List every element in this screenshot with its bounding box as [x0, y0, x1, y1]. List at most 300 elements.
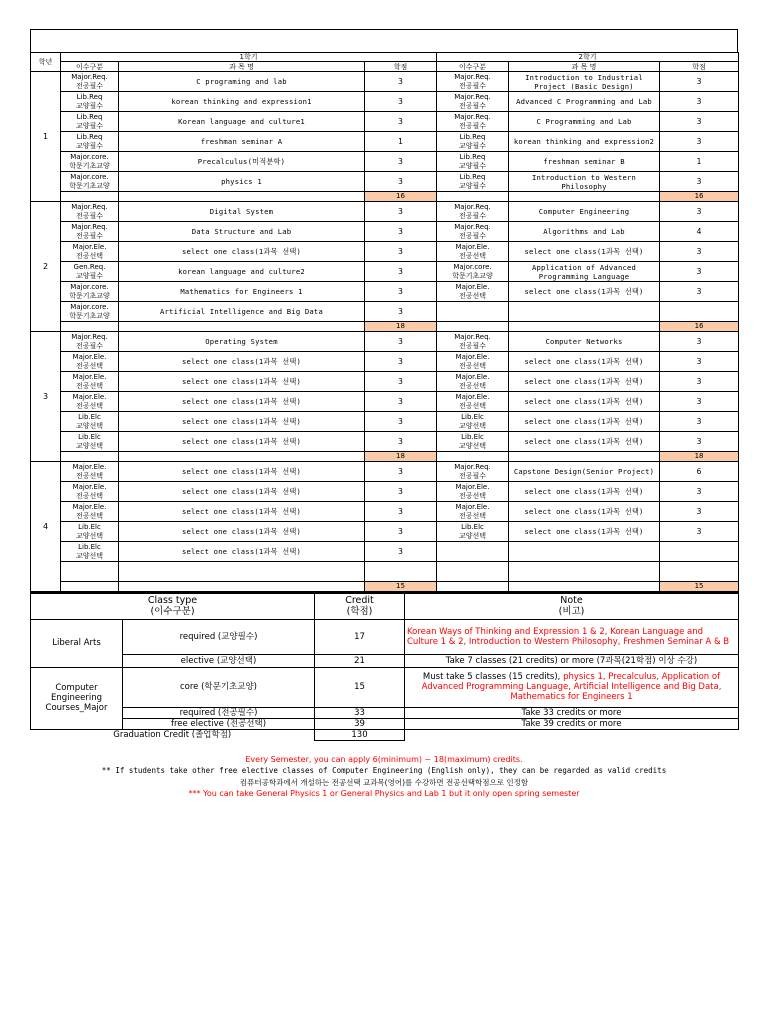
- credit-sem2: 6: [660, 462, 739, 482]
- class-type-en: Lib.Req: [459, 153, 486, 161]
- class-type-sem1: [61, 482, 119, 502]
- class-type-en: Major.Req.: [71, 333, 108, 341]
- blank-cell: [119, 192, 365, 202]
- credit-sem1: 3: [365, 332, 437, 352]
- class-type-sem1: [61, 432, 119, 452]
- total-row: [31, 322, 739, 332]
- class-type-en: Major.Ele.: [455, 483, 490, 491]
- credit-sem1: 3: [365, 112, 437, 132]
- class-type-sem1: [61, 522, 119, 542]
- course-row: [31, 72, 739, 92]
- class-type-en: Lib.Req: [76, 93, 103, 101]
- course-row: [31, 562, 739, 582]
- course-name-sem1: physics 1: [119, 172, 365, 192]
- course-name-sem1: freshman seminar A: [119, 132, 365, 152]
- course-name-sem1: Operating System: [119, 332, 365, 352]
- class-type-sem2: [437, 202, 509, 222]
- liberal-required-row: [31, 619, 739, 654]
- course-row: [31, 282, 739, 302]
- course-row: [31, 482, 739, 502]
- course-name-sem1: Precalculus(미적분학): [119, 152, 365, 172]
- class-type-ko: 전공필수: [75, 231, 104, 240]
- footnote-physics: *** You can take General Physics 1 or General Physics and Lab 1 but it only open spring semester: [188, 789, 580, 798]
- course-row: [31, 392, 739, 412]
- credit-sem2: [660, 302, 739, 322]
- course-row: [31, 542, 739, 562]
- course-name-sem2: select one class(1과목 선택): [509, 412, 660, 432]
- class-type-ko: 전공필수: [75, 211, 104, 220]
- course-row: [31, 412, 739, 432]
- course-name-sem2: select one class(1과목 선택): [509, 482, 660, 502]
- class-type-sem1: [61, 92, 119, 112]
- class-type-en: Major.Req.: [454, 113, 491, 121]
- credit-sem1: 3: [365, 152, 437, 172]
- class-type-ko: 전공선택: [75, 381, 104, 390]
- major-required-row: [31, 707, 739, 718]
- total-row: [31, 452, 739, 462]
- class-type-header-2: 이수구분: [437, 62, 509, 72]
- blank-cell: [437, 582, 509, 592]
- class-type-en: Major.Ele.: [455, 283, 490, 291]
- course-name-sem1: select one class(1과목 선택): [119, 542, 365, 562]
- blank-cell: [119, 582, 365, 592]
- class-type-sem1: [61, 392, 119, 412]
- class-type-en: Major.Ele.: [455, 353, 490, 361]
- course-name-sem1: select one class(1과목 선택): [119, 432, 365, 452]
- year-cell: 2: [31, 202, 61, 332]
- blank-cell: [509, 322, 660, 332]
- class-type-sem2: [437, 242, 509, 262]
- credit-heading: Credit (학점): [315, 593, 405, 619]
- credit-sem2: 3: [660, 522, 739, 542]
- class-type-en: Major.Ele.: [455, 373, 490, 381]
- class-type-en: Lib.Req: [76, 133, 103, 141]
- credit-sem2: 3: [660, 132, 739, 152]
- credit-sem2: 3: [660, 242, 739, 262]
- blank-cell: [61, 452, 119, 462]
- course-row: [31, 132, 739, 152]
- credit-sem1: 3: [365, 222, 437, 242]
- course-name-sem2: [509, 562, 660, 582]
- credit-sem2: 1: [660, 152, 739, 172]
- class-type-sem1: [61, 412, 119, 432]
- credit-sem1: 1: [365, 132, 437, 152]
- course-name-sem2: [509, 542, 660, 562]
- course-name-sem1: Artificial Intelligence and Big Data: [119, 302, 365, 322]
- major-free-label: free elective (전공선택): [123, 718, 315, 729]
- course-row: [31, 372, 739, 392]
- credit-sem2: 3: [660, 282, 739, 302]
- credit-sem1: 3: [365, 412, 437, 432]
- liberal-required-label: required (교양필수): [123, 619, 315, 654]
- credit-sem2: 3: [660, 482, 739, 502]
- class-type-ko: 교양선택: [75, 441, 104, 450]
- class-type-en: Major.Ele.: [72, 503, 107, 511]
- course-name-sem2: select one class(1과목 선택): [509, 242, 660, 262]
- class-type-en: Lib.Elc: [78, 523, 101, 531]
- course-row: [31, 432, 739, 452]
- semester1-header: 1학기: [61, 53, 437, 62]
- credit-sem1: 3: [365, 542, 437, 562]
- class-type-sem1: [61, 462, 119, 482]
- class-type-ko: 전공필수: [458, 81, 487, 90]
- class-type-en: Gen.Req.: [73, 263, 106, 271]
- course-name-sem1: select one class(1과목 선택): [119, 502, 365, 522]
- class-type-en: Major.Req.: [454, 333, 491, 341]
- course-row: [31, 152, 739, 172]
- credit-header-2: 학점: [660, 62, 739, 72]
- credit-sem2: 3: [660, 332, 739, 352]
- class-type-en: Major.Req.: [71, 73, 108, 81]
- total-credit-sem2: 16: [660, 192, 739, 202]
- class-type-en: Major.Ele.: [455, 503, 490, 511]
- class-type-ko: 전공필수: [75, 81, 104, 90]
- class-type-ko: 학문기초교양: [69, 291, 110, 300]
- class-type-sem1: [61, 242, 119, 262]
- major-core-row: [31, 667, 739, 707]
- credit-sem1: 3: [365, 72, 437, 92]
- class-type-sem1: [61, 562, 119, 582]
- credit-sem2: [660, 562, 739, 582]
- class-type-ko: 전공필수: [458, 471, 487, 480]
- course-name-sem1: C programing and lab: [119, 72, 365, 92]
- class-type-ko: 교양필수: [75, 141, 104, 150]
- credit-sem1: 3: [365, 352, 437, 372]
- course-name-sem2: select one class(1과목 선택): [509, 502, 660, 522]
- class-type-en: Major.core.: [70, 283, 109, 291]
- credit-sem2: 3: [660, 262, 739, 282]
- curriculum-sheet: [30, 29, 738, 741]
- class-type-ko: 교양필수: [75, 101, 104, 110]
- class-type-ko: 전공필수: [458, 101, 487, 110]
- course-name-sem1: korean language and culture2: [119, 262, 365, 282]
- major-free-note: Take 39 credits or more: [405, 718, 739, 729]
- graduation-blank: [405, 729, 739, 740]
- course-row: [31, 352, 739, 372]
- course-row: [31, 522, 739, 542]
- liberal-elective-note: Take 7 classes (21 credits) or more (7과목(21학점) 이상 수강): [405, 654, 739, 667]
- class-type-en: Major.Req.: [454, 93, 491, 101]
- class-type-ko: 전공선택: [75, 511, 104, 520]
- credit-sem2: 3: [660, 502, 739, 522]
- class-type-sem2: [437, 482, 509, 502]
- class-type-ko: 교양선택: [458, 421, 487, 430]
- class-type-en: Lib.Elc: [461, 413, 484, 421]
- class-type-sem1: [61, 72, 119, 92]
- class-type-en: Major.Ele.: [72, 373, 107, 381]
- class-type-en: Major.core.: [453, 263, 492, 271]
- blank-cell: [119, 452, 365, 462]
- credit-sem1: 3: [365, 282, 437, 302]
- credit-sem1: 3: [365, 202, 437, 222]
- class-type-sem2: [437, 152, 509, 172]
- class-type-sem1: [61, 302, 119, 322]
- course-name-sem1: select one class(1과목 선택): [119, 482, 365, 502]
- class-type-ko: 전공선택: [75, 401, 104, 410]
- total-credit-sem1: 18: [365, 452, 437, 462]
- class-type-en: Lib.Elc: [78, 543, 101, 551]
- class-type-sem1: [61, 112, 119, 132]
- blank-cell: [509, 192, 660, 202]
- course-name-sem2: Computer Networks: [509, 332, 660, 352]
- credit-sem1: 3: [365, 462, 437, 482]
- class-type-ko: 교양선택: [458, 531, 487, 540]
- note-heading: Note (비고): [405, 593, 739, 619]
- class-type-sem2: [437, 222, 509, 242]
- credit-sem1: 3: [365, 262, 437, 282]
- course-row: [31, 202, 739, 222]
- class-type-ko: 전공필수: [458, 211, 487, 220]
- course-name-header-1: 과 목 명: [119, 62, 365, 72]
- class-type-sem2: [437, 562, 509, 582]
- major-core-note: Must take 5 classes (15 credits), physics 1, Precalculus, Application of Advanced Programming Language, Artificial Intelligence and Big Data, Mathematics for Engineers 1: [405, 667, 739, 707]
- blank-cell: [437, 192, 509, 202]
- class-type-sem2: [437, 352, 509, 372]
- header-row-columns: [31, 62, 739, 72]
- class-type-ko: 전공선택: [458, 491, 487, 500]
- class-type-en: Major.core.: [70, 303, 109, 311]
- blank-cell: [119, 322, 365, 332]
- credit-sem2: 3: [660, 432, 739, 452]
- class-type-ko: 전공선택: [75, 471, 104, 480]
- credit-sem1: [365, 562, 437, 582]
- credit-sem2: 3: [660, 112, 739, 132]
- course-name-sem2: select one class(1과목 선택): [509, 432, 660, 452]
- liberal-required-note: Korean Ways of Thinking and Expression 1 & 2, Korean Language and Culture 1 & 2, Introduction to Western Philosophy, Freshmen Seminar A & B: [405, 619, 739, 654]
- year-cell: 3: [31, 332, 61, 462]
- major-required-label: required (전공필수): [123, 707, 315, 718]
- class-type-en: Major.Ele.: [455, 243, 490, 251]
- class-type-en: Lib.Elc: [78, 433, 101, 441]
- summary-header-row: [31, 593, 739, 619]
- course-name-sem1: Digital System: [119, 202, 365, 222]
- class-type-ko: 교양필수: [458, 161, 487, 170]
- class-type-header-1: 이수구분: [61, 62, 119, 72]
- blank-cell: [437, 322, 509, 332]
- class-type-ko: 전공선택: [75, 491, 104, 500]
- course-name-sem2: Introduction to Western Philosophy: [509, 172, 660, 192]
- class-type-en: Major.Req.: [71, 223, 108, 231]
- credit-sem2: 3: [660, 172, 739, 192]
- class-type-en: Major.Req.: [454, 223, 491, 231]
- class-type-sem2: [437, 72, 509, 92]
- credit-sem2: 3: [660, 352, 739, 372]
- course-name-sem2: C Programming and Lab: [509, 112, 660, 132]
- class-type-ko: 전공선택: [458, 511, 487, 520]
- total-credit-sem1: 16: [365, 192, 437, 202]
- class-type-en: Major.Req.: [454, 203, 491, 211]
- class-type-en: Major.Ele.: [72, 393, 107, 401]
- liberal-elective-label: elective (교양선택): [123, 654, 315, 667]
- class-type-heading: Class type (이수구분): [31, 593, 315, 619]
- course-row: [31, 172, 739, 192]
- class-type-en: Major.Ele.: [72, 463, 107, 471]
- year-cell: 4: [31, 462, 61, 592]
- course-name-sem2: [509, 302, 660, 322]
- course-name-sem2: select one class(1과목 선택): [509, 282, 660, 302]
- course-row: [31, 302, 739, 322]
- course-row: [31, 242, 739, 262]
- class-type-sem2: [437, 332, 509, 352]
- course-name-sem1: select one class(1과목 선택): [119, 392, 365, 412]
- liberal-elective-credit: 21: [315, 654, 405, 667]
- credit-sem2: 3: [660, 92, 739, 112]
- class-type-sem2: [437, 302, 509, 322]
- graduation-label: Graduation Credit (졸업학점): [31, 729, 315, 740]
- credit-sem2: 3: [660, 392, 739, 412]
- credit-sem1: 3: [365, 432, 437, 452]
- class-type-en: Major.core.: [70, 173, 109, 181]
- footnote-credit-limit: Every Semester, you can apply 6(minimum) ~ 18(maximum) credits.: [245, 755, 523, 764]
- class-type-sem2: [437, 412, 509, 432]
- header-row-semesters: [31, 53, 739, 62]
- credit-sem1: 3: [365, 522, 437, 542]
- class-type-en: Major.Ele.: [72, 243, 107, 251]
- course-name-sem2: Introduction to Industrial Project (Basic Design): [509, 72, 660, 92]
- class-type-en: Major.Req.: [71, 203, 108, 211]
- class-type-sem1: [61, 152, 119, 172]
- class-type-ko: 전공선택: [458, 291, 487, 300]
- class-type-sem2: [437, 262, 509, 282]
- course-name-sem1: select one class(1과목 선택): [119, 242, 365, 262]
- class-type-ko: 전공필수: [75, 341, 104, 350]
- liberal-elective-row: [31, 654, 739, 667]
- class-type-ko: 전공필수: [458, 231, 487, 240]
- course-name-sem2: Advanced C Programming and Lab: [509, 92, 660, 112]
- class-type-sem1: [61, 372, 119, 392]
- class-type-ko: 교양필수: [75, 271, 104, 280]
- course-row: [31, 502, 739, 522]
- class-type-en: Lib.Req: [76, 113, 103, 121]
- total-credit-sem2: 18: [660, 452, 739, 462]
- blank-cell: [61, 582, 119, 592]
- credit-sem1: 3: [365, 302, 437, 322]
- major-required-note: Take 33 credits or more: [405, 707, 739, 718]
- semester2-header: 2학기: [437, 53, 739, 62]
- course-name-sem1: select one class(1과목 선택): [119, 522, 365, 542]
- class-type-sem1: [61, 202, 119, 222]
- course-row: [31, 222, 739, 242]
- credit-summary-table: [30, 592, 739, 741]
- class-type-ko: 학문기초교양: [69, 161, 110, 170]
- class-type-en: Major.Ele.: [72, 483, 107, 491]
- class-type-en: Lib.Elc: [461, 523, 484, 531]
- course-name-sem1: Korean language and culture1: [119, 112, 365, 132]
- course-name-sem2: select one class(1과목 선택): [509, 392, 660, 412]
- class-type-ko: 전공선택: [75, 361, 104, 370]
- class-type-ko: 교양선택: [75, 421, 104, 430]
- course-name-sem1: korean thinking and expression1: [119, 92, 365, 112]
- class-type-sem2: [437, 522, 509, 542]
- course-name-sem1: [119, 562, 365, 582]
- class-type-ko: 교양선택: [75, 531, 104, 540]
- liberal-required-credit: 17: [315, 619, 405, 654]
- class-type-ko: 전공선택: [458, 401, 487, 410]
- total-credit-sem1: 15: [365, 582, 437, 592]
- class-type-en: Lib.Elc: [461, 433, 484, 441]
- class-type-ko: 학문기초교양: [69, 181, 110, 190]
- class-type-en: Major.Ele.: [72, 353, 107, 361]
- class-type-sem2: [437, 542, 509, 562]
- credit-sem1: 3: [365, 92, 437, 112]
- course-name-sem1: Mathematics for Engineers 1: [119, 282, 365, 302]
- blank-cell: [61, 322, 119, 332]
- class-type-en: Lib.Req: [459, 173, 486, 181]
- course-name-sem2: Application of Advanced Programming Language: [509, 262, 660, 282]
- year-cell: 1: [31, 72, 61, 202]
- class-type-ko: 교양필수: [458, 141, 487, 150]
- blank-cell: [437, 452, 509, 462]
- credit-sem1: 3: [365, 372, 437, 392]
- course-row: [31, 112, 739, 132]
- class-type-sem2: [437, 112, 509, 132]
- credit-sem2: 3: [660, 372, 739, 392]
- course-name-sem2: select one class(1과목 선택): [509, 352, 660, 372]
- major-required-credit: 33: [315, 707, 405, 718]
- class-type-sem1: [61, 352, 119, 372]
- course-name-sem1: Data Structure and Lab: [119, 222, 365, 242]
- class-type-ko: 전공필수: [458, 341, 487, 350]
- major-free-row: [31, 718, 739, 729]
- course-row: [31, 332, 739, 352]
- year-header: 학년: [31, 53, 61, 72]
- total-row: [31, 582, 739, 592]
- major-core-label: core (학문기초교양): [123, 667, 315, 707]
- course-name-sem1: select one class(1과목 선택): [119, 462, 365, 482]
- blank-cell: [509, 582, 660, 592]
- course-name-sem1: select one class(1과목 선택): [119, 372, 365, 392]
- credit-sem2: 3: [660, 72, 739, 92]
- credit-sem1: 3: [365, 392, 437, 412]
- class-type-sem2: [437, 92, 509, 112]
- class-type-sem2: [437, 282, 509, 302]
- class-type-ko: 교양선택: [75, 551, 104, 560]
- course-name-sem2: select one class(1과목 선택): [509, 522, 660, 542]
- class-type-sem2: [437, 392, 509, 412]
- curriculum-table: [30, 52, 739, 592]
- course-name-sem2: Capstone Design(Senior Project): [509, 462, 660, 482]
- class-type-sem1: [61, 222, 119, 242]
- course-name-sem2: Computer Engineering: [509, 202, 660, 222]
- graduation-row: [31, 729, 739, 740]
- course-name-sem2: freshman seminar B: [509, 152, 660, 172]
- class-type-en: Lib.Elc: [78, 413, 101, 421]
- class-type-ko: 전공선택: [458, 361, 487, 370]
- class-type-ko: 전공선택: [458, 381, 487, 390]
- class-type-sem1: [61, 502, 119, 522]
- class-type-en: Major.Req.: [454, 73, 491, 81]
- class-type-en: Lib.Req: [459, 133, 486, 141]
- class-type-ko: 학문기초교양: [452, 271, 493, 280]
- footnote-free-elective: ** If students take other free elective classes of Computer Engineering (English only), they can be regarded as valid credits: [101, 766, 667, 775]
- class-type-ko: 교양필수: [75, 121, 104, 130]
- class-type-sem2: [437, 462, 509, 482]
- major-core-credit: 15: [315, 667, 405, 707]
- course-name-sem2: korean thinking and expression2: [509, 132, 660, 152]
- credit-sem1: 3: [365, 482, 437, 502]
- blank-cell: [61, 192, 119, 202]
- major-free-credit: 39: [315, 718, 405, 729]
- class-type-sem2: [437, 372, 509, 392]
- major-label: Computer Engineering Courses_Major: [31, 667, 123, 729]
- credit-sem2: [660, 542, 739, 562]
- class-type-sem2: [437, 432, 509, 452]
- course-name-sem2: Algorithms and Lab: [509, 222, 660, 242]
- course-row: [31, 92, 739, 112]
- class-type-ko: 교양필수: [458, 181, 487, 190]
- credit-sem2: 3: [660, 412, 739, 432]
- class-type-sem1: [61, 132, 119, 152]
